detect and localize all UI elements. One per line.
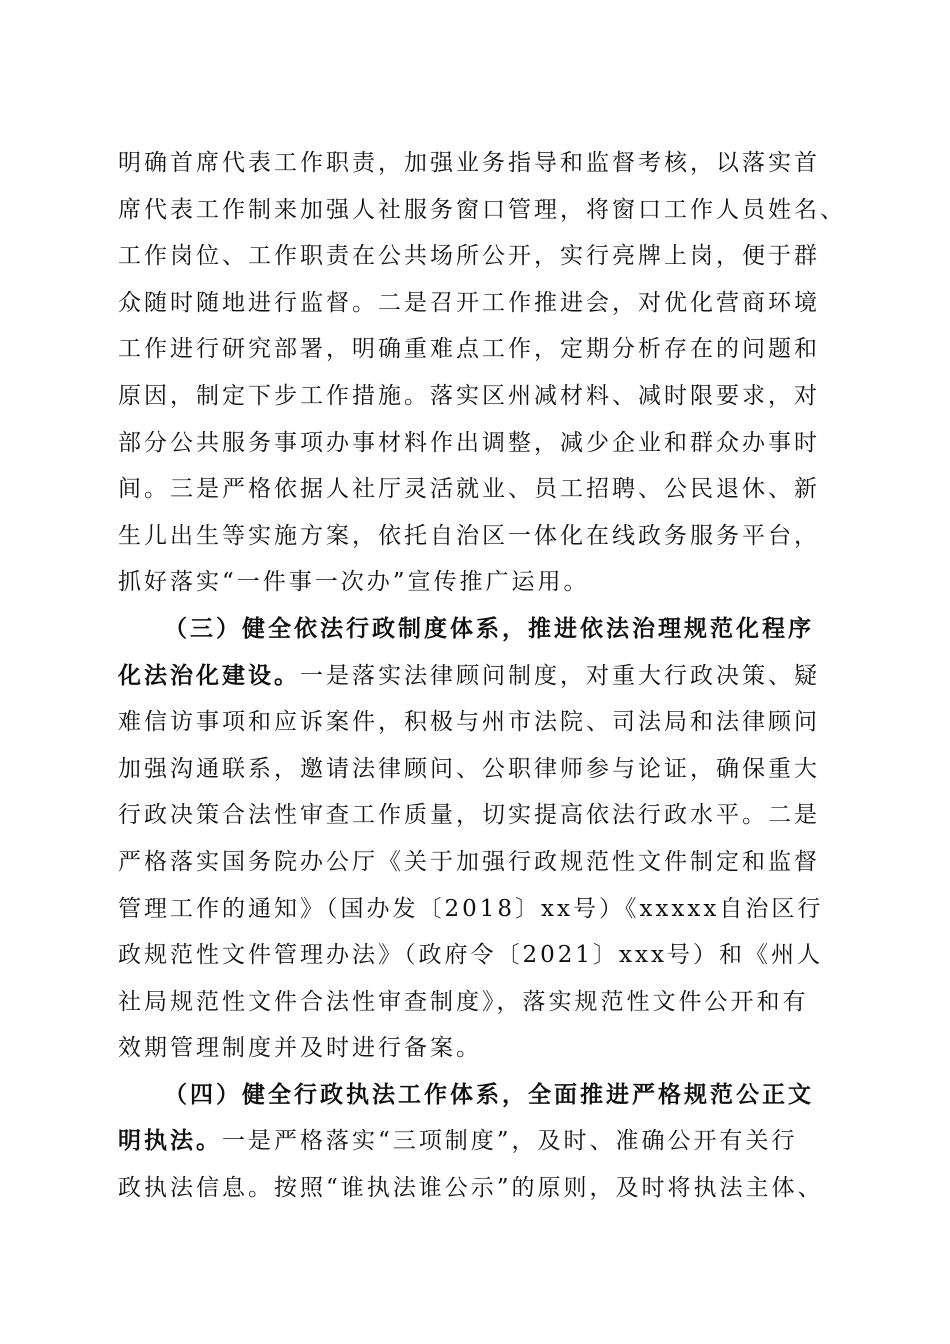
text-line: 社局规范性文件合法性审查制度》，落实规范性文件公开和有 [118,988,809,1015]
text-line: 工作进行研究部署，明确重难点工作，定期分析存在的问题和 [118,336,820,363]
section-heading-tail: 明执法。 [118,1127,222,1155]
text-line: 席代表工作制来加强人社服务窗口管理，将窗口工作人员姓名、 [118,196,846,223]
text-line [118,653,838,700]
body-text [118,140,846,1212]
text-line: 难信访事项和应诉案件，积极与州市法院、司法局和法律顾问 [118,709,820,736]
section-heading-tail: 化法治化建设。 [118,661,300,689]
text-line: 管理工作的通知》（国办发〔2018〕xx号）《xxxxx自治区行 [118,895,824,922]
text-line: 加强沟通联系，邀请法律顾问、公职律师参与论证，确保重大 [118,755,820,782]
text-line-rest: 一是落实法律顾问制度，对重大行政决策、疑 [300,662,820,689]
text-line: 行政决策合法性审查工作质量，切实提高依法行政水平。二是 [118,802,820,829]
text-line: 间。三是严格依据人社厅灵活就业、员工招聘、公民退休、新 [118,476,820,503]
text-line: 部分公共服务事项办事材料作出调整，减少企业和群众办事时 [118,429,820,456]
section-heading: （四）健全行政执法工作体系，全面推进严格规范公正文 [164,1080,814,1108]
text-line [118,1118,838,1165]
text-line: 抓好落实“一件事一次办”宣传推广运用。 [118,569,590,596]
text-line: 效期管理制度并及时进行备案。 [118,1035,482,1062]
text-line: 明确首席代表工作职责，加强业务指导和监督考核，以落实首 [118,150,820,176]
text-line-rest: 一是严格落实“三项制度”，及时、准确公开有关行 [222,1128,798,1155]
text-line: 严格落实国务院办公厅《关于加强行政规范性文件制定和监督 [118,848,820,875]
text-line: 工作岗位、工作职责在公共场所公开，实行亮牌上岗，便于群 [118,243,820,270]
text-line: 原因，制定下步工作措施。落实区州减材料、减时限要求，对 [118,382,820,409]
text-line: 政规范性文件管理办法》（政府令〔2021〕xxx号）和《州人 [118,942,823,969]
text-line: 政执法信息。按照“谁执法谁公示”的原则，及时将执法主体、 [118,1175,824,1202]
text-line: 众随时随地进行监督。二是召开工作推进会，对优化营商环境 [118,289,820,316]
section-heading: （三）健全依法行政制度体系，推进依法治理规范化程序 [164,614,814,642]
text-line: 生儿出生等实施方案，依托自治区一体化在线政务服务平台， [118,522,820,549]
